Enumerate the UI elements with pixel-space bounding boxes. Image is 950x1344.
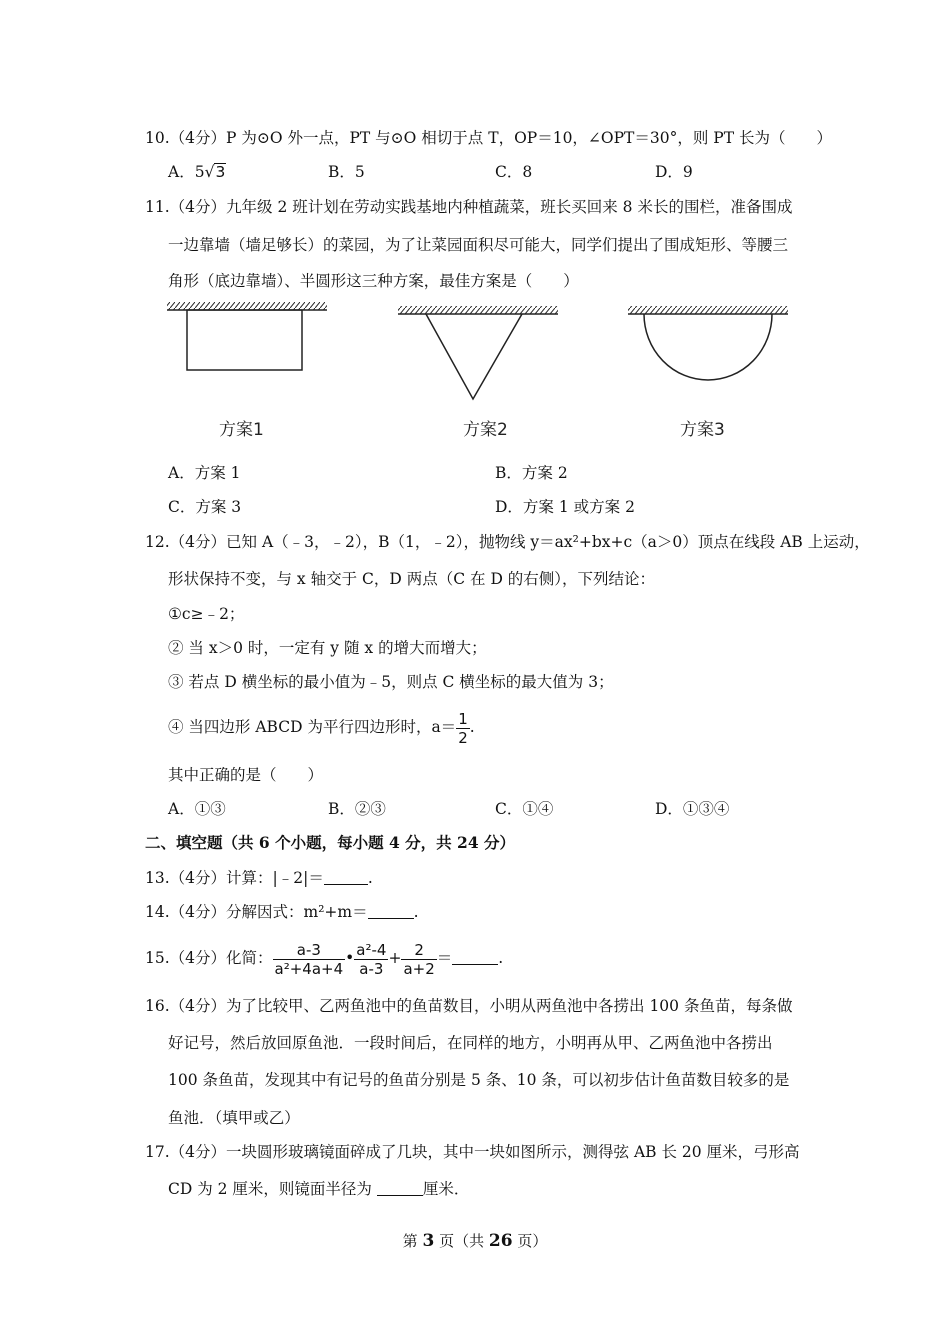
q12-ask: 其中正确的是（ ） — [168, 766, 324, 784]
q15-f1-num: a-3 — [273, 941, 346, 960]
page-footer — [0, 1230, 950, 1251]
q12-option-b[interactable]: B．②③ — [328, 800, 386, 818]
q12-conclusion-3: ③ 若点 D 横坐标的最小值为﹣5，则点 C 横坐标的最大值为 3； — [168, 673, 614, 691]
q17-text-a: CD 为 2 厘米，则镜面半径为 — [168, 1180, 372, 1198]
q15-fraction-1 — [273, 941, 346, 978]
q11-option-c[interactable]: C．方案 3 — [168, 498, 242, 516]
q14-answer-blank[interactable] — [368, 904, 414, 919]
q12-conclusion-4-text: ④ 当四边形 ABCD 为平行四边形时，a＝ — [168, 718, 457, 736]
q10-option-a[interactable]: A．5√3 — [168, 163, 226, 181]
q13-text: 13.（4分）计算：|﹣2|＝ — [145, 869, 324, 887]
q17-text-b: 厘米． — [422, 1180, 470, 1198]
q13-end: . — [367, 869, 373, 887]
semicircle-plan-shape — [644, 314, 772, 380]
q12-fraction — [456, 710, 470, 747]
q11-option-a[interactable]: A．方案 1 — [168, 464, 241, 482]
q10-option-c[interactable]: C．8 — [495, 163, 533, 181]
q11-option-d[interactable]: D．方案 1 或方案 2 — [495, 498, 635, 516]
q15-f1-den: a²+4a+4 — [274, 959, 344, 978]
q16-line4: 鱼池．（填甲或乙） — [168, 1109, 300, 1127]
q15-text: 15.（4分）化简： — [145, 949, 273, 967]
q15-fraction-3 — [401, 941, 436, 978]
q10-sqrt-radicand: 3 — [215, 163, 226, 181]
q11-caption-3: 方案3 — [680, 420, 725, 440]
q15-f2-den: a-3 — [359, 959, 384, 978]
q16-line2: 好记号，然后放回原鱼池．一段时间后，在同样的地方，小明再从甲、乙两鱼池中各捞出 — [168, 1034, 773, 1052]
q15-fraction-2 — [354, 941, 388, 978]
q11-option-b[interactable]: B．方案 2 — [495, 464, 568, 482]
rectangle-plan-shape — [187, 310, 302, 370]
footer-page-number: 3 — [422, 1231, 435, 1251]
q11-line2: 一边靠墙（墙足够长）的菜园，为了让菜园面积尽可能大，同学们提出了围成矩形、等腰三 — [168, 236, 789, 254]
q12-line2: 形状保持不变，与 x 轴交于 C，D 两点（C 在 D 的右侧），下列结论： — [168, 570, 656, 588]
wall-hatch-3 — [628, 306, 788, 314]
q11-line3: 角形（底边靠墙）、半圆形这三种方案，最佳方案是（ ） — [168, 272, 579, 290]
q10-option-d[interactable]: D．9 — [655, 163, 693, 181]
q15-end: . — [498, 949, 504, 967]
q13-stem — [145, 868, 373, 888]
q12-conclusion-1: ①c≥﹣2； — [168, 605, 245, 623]
footer-pre: 第 — [402, 1232, 418, 1250]
q12-conclusion-2: ② 当 x＞0 时，一定有 y 随 x 的增大而增大； — [168, 639, 487, 657]
q10-option-a-label: A．5 — [168, 163, 205, 181]
q16-line3: 100 条鱼苗，发现其中有记号的鱼苗分别是 5 条、10 条，可以初步估计鱼苗数目较多的是 — [168, 1071, 790, 1089]
wall-hatch-1 — [167, 302, 327, 310]
q17-answer-blank[interactable] — [377, 1181, 423, 1196]
q15-dot: • — [345, 949, 355, 967]
q11-caption-2: 方案2 — [463, 420, 508, 440]
footer-total-pages: 26 — [488, 1231, 513, 1251]
q14-text: 14.（4分）分解因式：m²+m＝ — [145, 903, 368, 921]
q12-fraction-num: 1 — [458, 709, 468, 728]
q14-end: . — [413, 903, 419, 921]
q12-conclusion-4: ④ 当四边形 ABCD 为平行四边形时，a＝ $\frac{1}{2}$ . — [168, 709, 475, 747]
q15-stem — [145, 936, 503, 980]
triangle-plan-shape — [426, 314, 522, 399]
footer-post: 页） — [517, 1232, 548, 1250]
q10-option-b[interactable]: B．5 — [328, 163, 365, 181]
q15-eq: ＝ — [436, 949, 453, 967]
q12-option-c[interactable]: C．①④ — [495, 800, 554, 818]
q11-figures — [160, 296, 800, 406]
q16-line1: 16.（4分）为了比较甲、乙两鱼池中的鱼苗数目，小明从两鱼池中各捞出 100 条鱼苗，每条做 — [145, 997, 793, 1015]
q10-stem: 10.（4分）P 为⊙O 外一点，PT 与⊙O 相切于点 T，OP＝10，∠OPT＝30°，则 PT 长为（ ） — [145, 129, 832, 147]
q15-plus: + — [388, 949, 402, 967]
q11-line1: 11.（4分）九年级 2 班计划在劳动实践基地内种植蔬菜，班长买回来 8 米长的围栏，准备围成 — [145, 198, 793, 216]
q17-line1: 17.（4分）一块圆形玻璃镜面碎成了几块，其中一块如图所示，测得弦 AB 长 20 厘米，弓形高 — [145, 1143, 800, 1161]
q11-caption-1: 方案1 — [219, 420, 264, 440]
q12-fraction-den: 2 — [458, 728, 468, 747]
q15-f3-den: a+2 — [403, 959, 435, 978]
q15-f3-num: 2 — [401, 941, 436, 960]
section-2-heading: 二、填空题（共 6 个小题，每小题 4 分，共 24 分） — [145, 833, 516, 852]
q12-line1: 12.（4分）已知 A（﹣3，﹣2），B（1，﹣2），抛物线 y＝ax²+bx+c（a＞0）顶点在线段 AB 上运动， — [145, 533, 870, 551]
q12-option-a[interactable]: A．①③ — [168, 800, 226, 818]
q12-option-d[interactable]: D．①③④ — [655, 800, 730, 818]
q15-answer-blank[interactable] — [452, 950, 498, 965]
q14-stem — [145, 902, 419, 922]
q17-line2 — [168, 1179, 469, 1199]
q15-f2-num: a²-4 — [356, 940, 387, 959]
footer-mid: 页（共 — [439, 1232, 485, 1250]
wall-hatch-2 — [398, 306, 558, 314]
q13-answer-blank[interactable] — [324, 870, 368, 885]
